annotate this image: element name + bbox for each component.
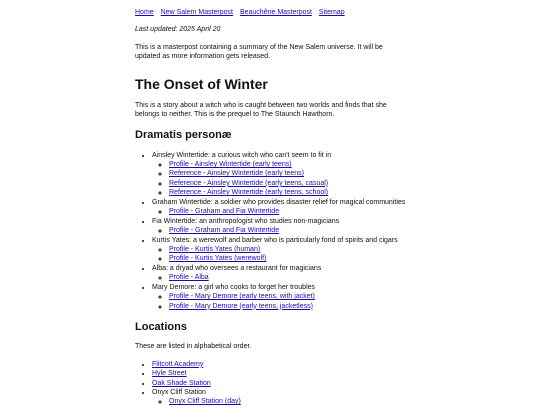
- location-links-list: [152, 397, 410, 406]
- location-label: Onyx Cliff Station: [152, 388, 206, 396]
- character-link-item: [169, 254, 410, 263]
- character-reference-link[interactable]: Profile - Graham and Fia Wintertide: [169, 227, 280, 235]
- character-link-item: [169, 179, 410, 188]
- character-reference-link[interactable]: Profile - Mary Demore (early teens, with jacket): [169, 293, 315, 301]
- character-description: Fia Wintertide: an anthropologist who studies non-magicians: [152, 217, 340, 225]
- nav-new-salem-masterpost-link[interactable]: New Salem Masterpost: [160, 9, 233, 16]
- character-link-item: [169, 292, 410, 301]
- character-description: Mary Demore: a girl who cooks to forget her troubles: [152, 283, 316, 291]
- locations-heading: Locations: [135, 321, 187, 334]
- character-reference-link[interactable]: Profile - Kurtis Yates (human): [169, 245, 261, 253]
- character-links-list: [152, 273, 410, 282]
- nav-home-link[interactable]: Home: [135, 9, 154, 16]
- location-item: [152, 388, 410, 407]
- character-item: [152, 151, 410, 198]
- story-summary: This is a story about a witch who is caught between two worlds and finds that she belongs to neither. This is the prequel to The Staunch Hawthorn.: [135, 101, 387, 118]
- character-link-item: [169, 169, 410, 178]
- page-content: [135, 0, 410, 407]
- intro-paragraph: This is a masterpost containing a summary of the New Salem universe. It will be updated as more information gets released.: [135, 43, 383, 61]
- characters-list: [135, 151, 410, 311]
- character-link-item: [169, 245, 410, 254]
- dramatis-personae-heading: Dramatis personæ: [135, 129, 232, 142]
- character-item: [152, 198, 410, 217]
- location-link[interactable]: Flitcott Academy: [152, 360, 204, 368]
- character-description: Ainsley Wintertide: a curious witch who can't seem to fit in: [152, 151, 332, 159]
- nav-sitemap-link[interactable]: Sitemap: [318, 9, 345, 16]
- character-link-item: [169, 207, 410, 216]
- character-link-item: [169, 273, 410, 282]
- character-description: Graham Wintertide: a soldier who provides disaster relief for magical communities: [152, 198, 406, 206]
- character-link-item: [169, 188, 410, 197]
- location-reference-link[interactable]: Onyx Cliff Station (day): [169, 398, 241, 406]
- locations-intro: These are listed in alphabetical order.: [135, 343, 252, 351]
- character-item: [152, 236, 410, 264]
- character-links-list: [152, 160, 410, 198]
- character-reference-link[interactable]: Profile - Alba: [169, 274, 209, 282]
- story-title: The Onset of Winter: [135, 75, 268, 92]
- character-item: [152, 283, 410, 311]
- character-item: [152, 264, 410, 283]
- character-link-item: [169, 302, 410, 311]
- nav-beauchene-masterpost-link[interactable]: Beauchêne Masterpost: [239, 9, 312, 16]
- character-reference-link[interactable]: Reference - Ainsley Wintertide (early teens): [169, 170, 304, 178]
- character-reference-link[interactable]: Profile - Ainsley Wintertide (early teens): [169, 161, 292, 169]
- character-link-item: [169, 226, 410, 235]
- location-item: [152, 369, 410, 378]
- top-navigation: [135, 8, 410, 17]
- last-updated-text: Last updated: 2025 April 20: [135, 26, 221, 34]
- location-item: [152, 360, 410, 369]
- character-link-item: [169, 160, 410, 169]
- locations-list: [135, 360, 410, 407]
- location-item: [152, 379, 410, 388]
- character-reference-link[interactable]: Profile - Mary Demore (early teens, jacketless): [169, 302, 313, 310]
- character-item: [152, 217, 410, 236]
- character-reference-link[interactable]: Reference - Ainsley Wintertide (early teens, school): [169, 189, 329, 197]
- location-link[interactable]: Oak Shade Station: [152, 379, 211, 387]
- character-reference-link[interactable]: Profile - Graham and Fia Wintertide: [169, 208, 280, 216]
- character-links-list: [152, 207, 410, 216]
- character-links-list: [152, 245, 410, 264]
- character-links-list: [152, 292, 410, 311]
- character-reference-link[interactable]: Reference - Ainsley Wintertide (early teens, casual): [169, 179, 329, 187]
- character-reference-link[interactable]: Profile - Kurtis Yates (werewolf): [169, 255, 267, 263]
- character-description: Kurtis Yates: a werewolf and barber who is particularly fond of spirits and cigars: [152, 236, 398, 244]
- character-links-list: [152, 226, 410, 235]
- location-link[interactable]: Hyle Street: [152, 370, 187, 378]
- character-description: Alba: a dryad who oversees a restaurant for magicians: [152, 264, 322, 272]
- location-sub-item: [169, 397, 410, 406]
